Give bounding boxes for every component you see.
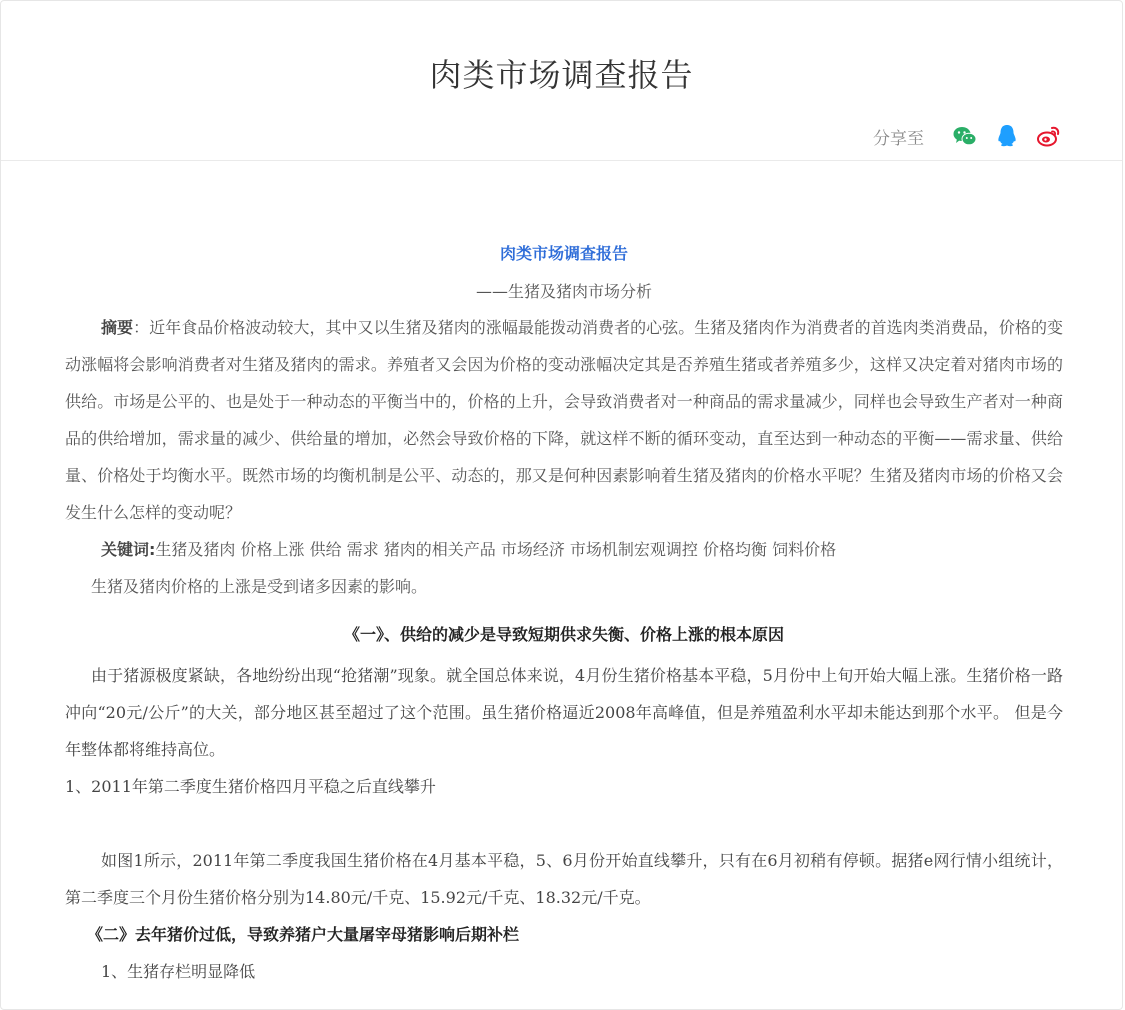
section-2-heading: 《二》去年猪价过低，导致养猪户大量屠宰母猪影响后期补栏 (87, 925, 520, 944)
document-subtitle: ——生猪及猪肉市场分析 (475, 282, 652, 301)
list-item-2: 1、生猪存栏明显降低 (101, 962, 256, 981)
article-content (65, 233, 1063, 990)
abstract-label: 摘要 (101, 318, 134, 337)
weibo-icon[interactable] (1036, 123, 1062, 149)
share-bar (873, 121, 1062, 151)
figure-placeholder (65, 805, 1063, 842)
list-item-1-paragraph: 如图1所示，2011年第二季度我国生猪价格在4月基本平稳，5、6月份开始直线攀升，只有在6月初稍有停顿。据猪e网行情小组统计，第二季度三个月份生猪价格分别为14.80元/千克、15.92元/千克、18.32元/千克。 (65, 851, 1063, 907)
page-title: 肉类市场调查报告 (429, 56, 694, 94)
keywords-label: 关键词: (101, 540, 156, 559)
wechat-icon[interactable] (952, 123, 978, 149)
keywords-paragraph (65, 531, 1063, 568)
document-title: 肉类市场调查报告 (499, 244, 628, 263)
share-label: 分享至 (873, 128, 924, 149)
section-1-paragraph: 由于猪源极度紧缺，各地纷纷出现“抢猪潮”现象。就全国总体来说，4月份生猪价格基本平稳，5月份中上旬开始大幅上涨。生猪价格一路冲向“20元/公斤”的大关，部分地区甚至超过了这个范围。虽生猪价格逼近2008年高峰值，但是养殖盈利水平却未能达到那个水平。 但是今年整体都将维持高位。 (65, 666, 1063, 759)
abstract-text: ：近年食品价格波动较大，其中又以生猪及猪肉的涨幅最能拨动消费者的心弦。生猪及猪肉作为消费者的首选肉类消费品，价格的变动涨幅将会影响消费者对生猪及猪肉的需求。养殖者又会因为价格的变动涨幅决定其是否养殖生猪或者养殖多少，这样又决定着对猪肉市场的供给。市场是公平的、也是处于一种动态的平衡当中的，价格的上升，会导致消费者对一种商品的需求量减少，同样也会导致生产者对一种商品的供给增加，需求量的减少、供给量的增加，必然会导致价格的下降，就这样不断的循环变动，直至达到一种动态的平衡——需求量、供给量、价格处于均衡水平。既然市场的均衡机制是公平、动态的，那又是何种因素影响着生猪及猪肉的价格水平呢？生猪及猪肉市场的价格又会发生什么怎样的变动呢？ (65, 318, 1063, 522)
abstract-paragraph (65, 309, 1063, 531)
list-item-1: 1、2011年第二季度生猪价格四月平稳之后直线攀升 (65, 777, 436, 796)
intro-paragraph: 生猪及猪肉价格的上涨是受到诸多因素的影响。 (91, 577, 428, 596)
qq-icon[interactable] (994, 123, 1020, 149)
article-header (1, 1, 1122, 161)
keywords-text: 生猪及猪肉 价格上涨 供给 需求 猪肉的相关产品 市场经济 市场机制宏观调控 价格均衡 饲料价格 (155, 540, 837, 559)
section-1-heading: 《一》、供给的减少是导致短期供求失衡、价格上涨的根本原因 (343, 625, 784, 644)
